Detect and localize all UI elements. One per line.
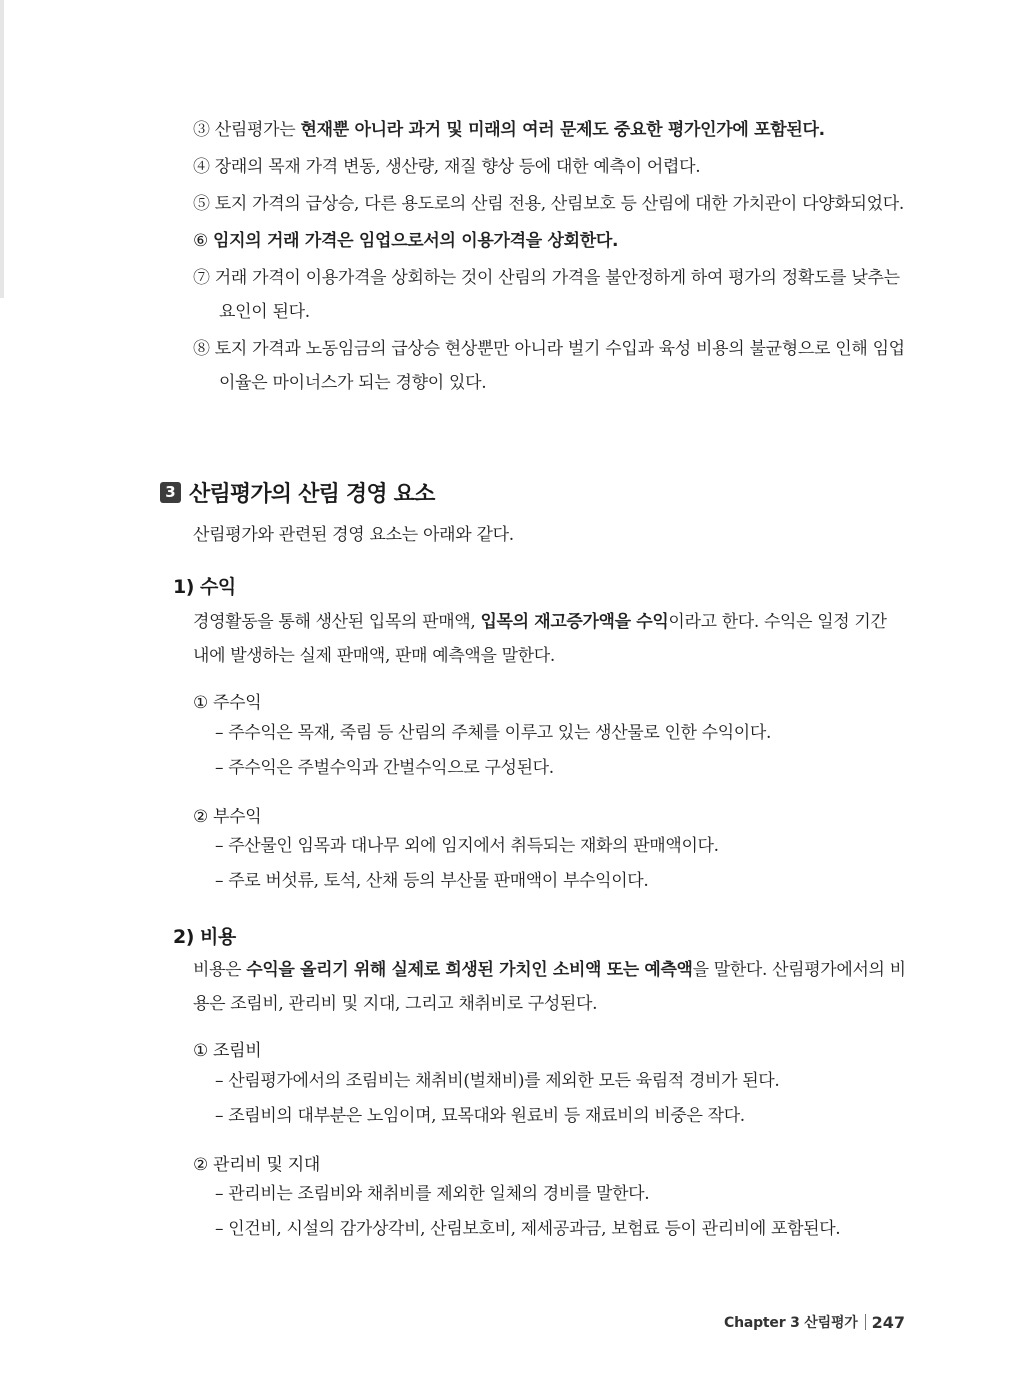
list-item: ⑥ 임지의 거래 가격은 임업으로서의 이용가격을 상회한다. (193, 231, 619, 251)
list-item: ⑦ 거래 가격이 이용가격을 상회하는 것이 산림의 가격을 불안정하게 하여 평가의 정확도를 낮추는 요인이 된다. (193, 268, 900, 322)
cost-heading: 2) 비용 (173, 926, 236, 948)
list-item: – 산림평가에서의 조림비는 채취비(벌채비)를 제외한 모든 육림적 경비가 된다. (215, 1071, 780, 1091)
main-revenue-list (215, 716, 915, 786)
list-item: – 주수익은 목재, 죽림 등 산림의 주체를 이루고 있는 생산물로 인한 수익이다. (215, 723, 772, 743)
sub-revenue-list (215, 829, 915, 899)
list-item: – 주로 버섯류, 토석, 산채 등의 부산물 판매액이 부수익이다. (215, 871, 649, 891)
footer-chapter: Chapter 3 산림평가 (724, 1315, 858, 1331)
list-item: ④ 장래의 목재 가격 변동, 생산량, 재질 향상 등에 대한 예측이 어렵다. (193, 157, 701, 177)
list-item: ③ 산림평가는 현재뿐 아니라 과거 및 미래의 여러 문제도 중요한 평가인가에 포함된다. (193, 120, 825, 140)
list-item: – 관리비는 조림비와 채취비를 제외한 일체의 경비를 말한다. (215, 1184, 650, 1204)
section-intro: 산림평가와 관련된 경영 요소는 아래와 같다. (193, 525, 514, 545)
section-title: 산림평가의 산림 경영 요소 (189, 481, 435, 507)
section-number-badge: 3 (160, 482, 181, 503)
list-item: – 조림비의 대부분은 노임이며, 묘목대와 원료비 등 재료비의 비중은 작다. (215, 1106, 745, 1126)
list-item: – 인건비, 시설의 감가상각비, 산림보호비, 제세공과금, 보험료 등이 관리비에 포함된다. (215, 1219, 841, 1239)
list-item: ⑧ 토지 가격과 노동임금의 급상승 현상뿐만 아니라 벌기 수입과 육성 비용의 불균형으로 인해 임업 이율은 마이너스가 되는 경향이 있다. (193, 339, 905, 393)
list-item: – 주수익은 주벌수익과 간벌수익으로 구성된다. (215, 758, 554, 778)
revenue-definition: 경영활동을 통해 생산된 입목의 판매액, 입목의 재고증가액을 수익이라고 한다. 수익은 일정 기간 내에 발생하는 실제 판매액, 판매 예측액을 말한다. (193, 612, 887, 666)
main-revenue-heading: ① 주수익 (193, 693, 262, 713)
planting-cost-heading: ① 조림비 (193, 1041, 262, 1061)
cost-definition: 비용은 수익을 올리기 위해 실제로 희생된 가치인 소비액 또는 예측액을 말한다. 산림평가에서의 비용은 조림비, 관리비 및 지대, 그리고 채취비로 구성된다. (193, 960, 906, 1014)
section-heading (160, 476, 435, 508)
sub-revenue-heading: ② 부수익 (193, 807, 262, 827)
list-item: ⑤ 토지 가격의 급상승, 다른 용도로의 산림 전용, 산림보호 등 산림에 대한 가치관이 다양화되었다. (193, 194, 904, 214)
evaluation-characteristics-list (193, 113, 913, 403)
page-number: 247 (871, 1312, 905, 1332)
revenue-heading: 1) 수익 (173, 576, 236, 598)
planting-cost-list (215, 1064, 915, 1134)
list-item: – 주산물인 임목과 대나무 외에 임지에서 취득되는 재화의 판매액이다. (215, 836, 719, 856)
footer-divider (865, 1314, 866, 1330)
management-cost-heading: ② 관리비 및 지대 (193, 1155, 320, 1175)
page-footer (724, 1312, 905, 1332)
management-cost-list (215, 1177, 915, 1247)
left-margin-rule (0, 0, 4, 298)
